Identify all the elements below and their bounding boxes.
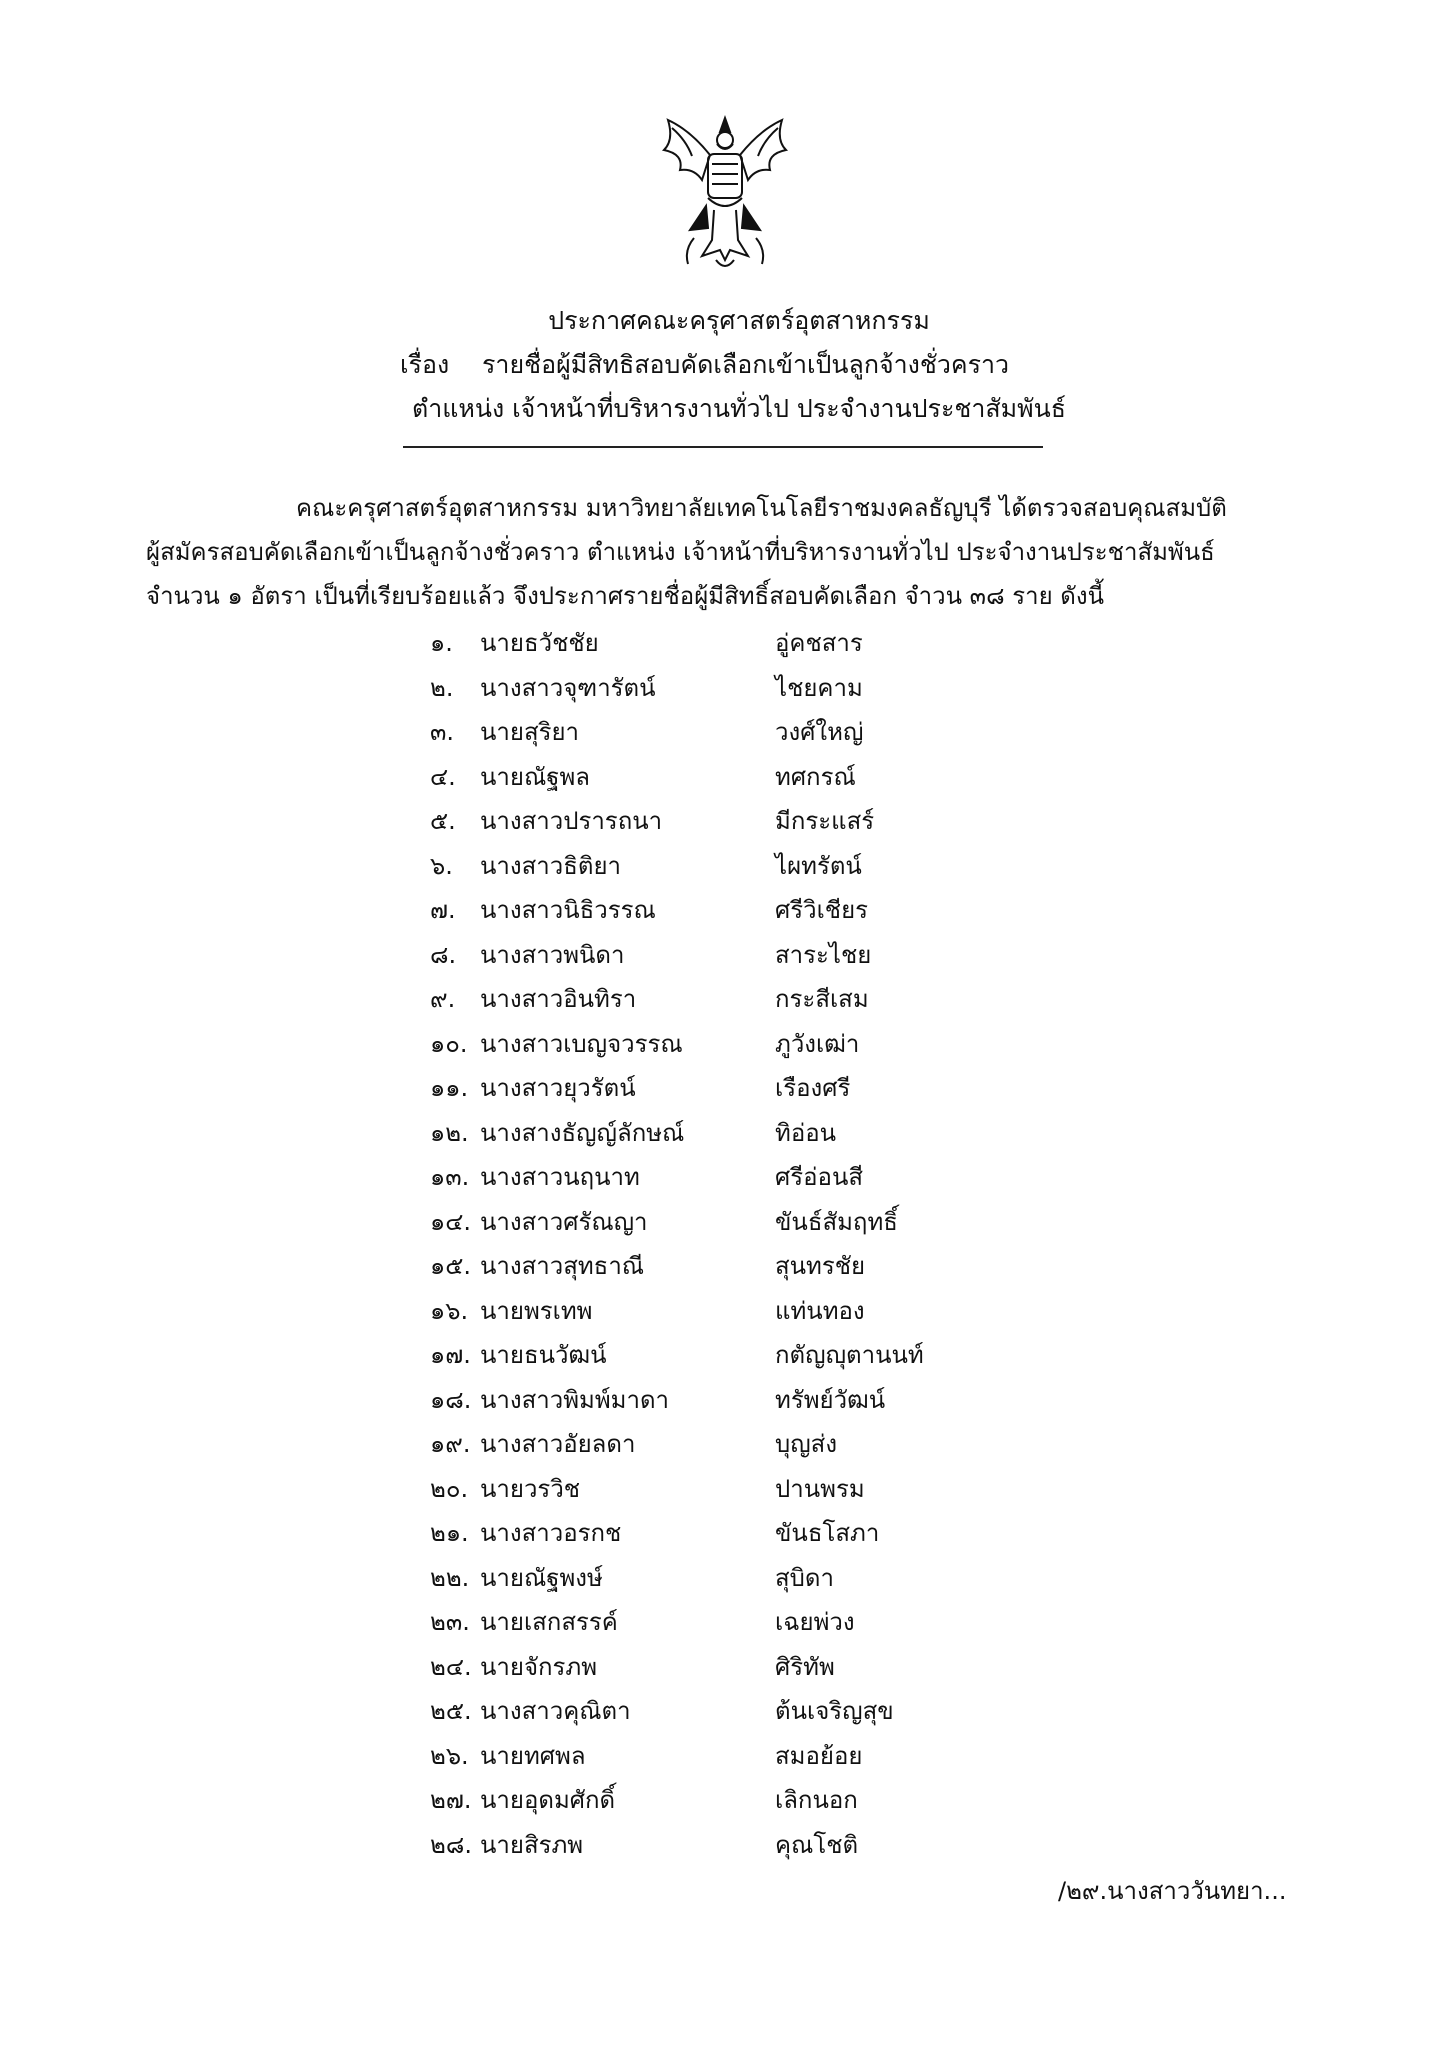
list-item <box>0 628 1448 673</box>
candidate-last-name: ศรีอ่อนสี <box>775 1163 864 1191</box>
candidate-first-name: นางสางธัญญ์ลักษณ์ <box>480 1118 685 1147</box>
list-item <box>0 1652 1448 1697</box>
list-item <box>0 1385 1448 1430</box>
candidate-number: ๒๐. <box>430 1474 469 1503</box>
candidate-number: ๒๑. <box>430 1519 469 1547</box>
candidate-last-name: ขันธ์สัมฤทธิ์ <box>775 1207 898 1236</box>
candidate-first-name: นางสาวนฤนาท <box>480 1163 640 1191</box>
candidate-first-name: นายธนวัฒน์ <box>480 1341 607 1369</box>
candidate-first-name: นางสาวยุวรัตน์ <box>480 1074 636 1102</box>
candidate-last-name: บุญส่ง <box>775 1430 838 1458</box>
list-item <box>0 851 1448 896</box>
list-item <box>0 673 1448 718</box>
list-item <box>0 984 1448 1029</box>
candidate-first-name: นางสาวเบญจวรรณ <box>480 1029 683 1058</box>
list-item <box>0 806 1448 851</box>
subject-text: รายชื่อผู้มีสิทธิสอบคัดเลือกเข้าเป็นลูกจ้างชั่วคราว <box>482 350 1010 379</box>
list-item <box>0 1251 1448 1296</box>
candidate-first-name: นายณัฐพงษ์ <box>480 1563 603 1592</box>
candidate-last-name: ปานพรม <box>775 1474 865 1503</box>
candidate-first-name: นางสาวพนิดา <box>480 940 625 969</box>
header-divider <box>403 446 1043 448</box>
list-item <box>0 762 1448 807</box>
candidate-number: ๒๔. <box>430 1652 472 1681</box>
candidate-first-name: นายณัฐพล <box>480 762 590 791</box>
candidate-first-name: นายจักรภพ <box>480 1652 598 1681</box>
announcement-title: ประกาศคณะครุศาสตร์อุตสาหกรรม <box>548 306 930 335</box>
candidate-first-name: นางสาวอัยลดา <box>480 1430 636 1458</box>
candidate-number: ๑๖. <box>430 1296 469 1325</box>
list-item <box>0 1162 1448 1207</box>
candidate-last-name: ทรัพย์วัฒน์ <box>775 1385 886 1414</box>
list-item <box>0 895 1448 940</box>
list-item <box>0 1785 1448 1830</box>
list-item <box>0 1741 1448 1786</box>
candidate-number: ๒๘. <box>430 1830 472 1859</box>
candidate-first-name: นายธวัชชัย <box>480 629 599 657</box>
list-item <box>0 1118 1448 1163</box>
candidate-first-name: นายวรวิช <box>480 1474 581 1503</box>
list-item <box>0 1340 1448 1385</box>
body-paragraph-line-1: คณะครุศาสตร์อุตสาหกรรม มหาวิทยาลัยเทคโนโลยีราชมงคลธัญบุรี ได้ตรวจสอบคุณสมบัติ <box>296 494 1227 522</box>
candidate-last-name: ทศกรณ์ <box>775 762 856 791</box>
candidate-last-name: สาระไชย <box>775 940 872 969</box>
candidate-last-name: ทิอ่อน <box>775 1118 837 1147</box>
candidate-last-name: สุนทรชัย <box>775 1252 866 1280</box>
candidate-number: ๑๕. <box>430 1252 472 1280</box>
list-item <box>0 1296 1448 1341</box>
candidate-last-name: ภูวังเฒ่า <box>775 1029 860 1058</box>
candidate-first-name: นางสาวคุณิตา <box>480 1697 631 1725</box>
list-item <box>0 1563 1448 1608</box>
candidate-number: ๑๑. <box>430 1074 469 1102</box>
candidate-last-name: เฉยพ่วง <box>775 1608 855 1636</box>
candidate-number: ๒๗. <box>430 1786 472 1814</box>
candidate-first-name: นางสาวจุฑารัตน์ <box>480 673 656 702</box>
candidate-last-name: ศิริทัพ <box>775 1652 835 1681</box>
candidate-number: ๗. <box>430 896 456 924</box>
list-item <box>0 717 1448 762</box>
candidate-list <box>0 628 1448 1874</box>
subject-label: เรื่อง <box>400 350 450 379</box>
candidate-last-name: กระสีเสม <box>775 985 869 1013</box>
candidate-first-name: นางสาวนิธิวรรณ <box>480 896 656 924</box>
candidate-number: ๑. <box>430 629 453 657</box>
candidate-first-name: นายสิรภพ <box>480 1830 584 1859</box>
candidate-number: ๒๒. <box>430 1563 470 1592</box>
candidate-first-name: นายอุดมศักดิ์ <box>480 1786 616 1814</box>
candidate-last-name: วงศ์ใหญ่ <box>775 718 864 746</box>
candidate-number: ๙. <box>430 985 456 1013</box>
candidate-first-name: นางสาวพิมพ์มาดา <box>480 1385 670 1414</box>
list-item <box>0 940 1448 985</box>
continuation-note: /๒๙.นางสาววันทยา... <box>1058 1877 1287 1905</box>
candidate-last-name: สุบิดา <box>775 1563 834 1592</box>
list-item <box>0 1518 1448 1563</box>
candidate-last-name: ไชยคาม <box>775 673 863 702</box>
candidate-last-name: สมอย้อย <box>775 1741 863 1770</box>
candidate-last-name: แท่นทอง <box>775 1296 865 1325</box>
candidate-number: ๑๔. <box>430 1207 472 1236</box>
candidate-last-name: เลิกนอก <box>775 1786 858 1814</box>
candidate-last-name: มีกระแสร์ <box>775 807 875 835</box>
candidate-number: ๘. <box>430 940 457 969</box>
candidate-first-name: นายทศพล <box>480 1741 586 1770</box>
candidate-last-name: กตัญญุตานนท์ <box>775 1341 924 1369</box>
candidate-number: ๑๙. <box>430 1430 471 1458</box>
list-item <box>0 1696 1448 1741</box>
candidate-last-name: อู่คชสาร <box>775 629 863 657</box>
candidate-last-name: คุณโชติ <box>775 1830 859 1859</box>
candidate-last-name: ต้นเจริญสุข <box>775 1697 894 1725</box>
candidate-number: ๑๐. <box>430 1029 468 1058</box>
candidate-first-name: นางสาวอินทิรา <box>480 985 637 1013</box>
candidate-first-name: นางสาวสุทธาณี <box>480 1252 645 1280</box>
candidate-first-name: นายเสกสรรค์ <box>480 1608 618 1636</box>
candidate-first-name: นางสาวอรกช <box>480 1519 622 1547</box>
candidate-number: ๖. <box>430 851 453 880</box>
candidate-number: ๒๕. <box>430 1697 472 1725</box>
candidate-number: ๑๒. <box>430 1118 469 1147</box>
body-paragraph-line-3: จำนวน ๑ อัตรา เป็นที่เรียบร้อยแล้ว จึงประกาศรายชื่อผู้มีสิทธิ์สอบคัดเลือก จำวน ๓๘ ราย ดังนี้ <box>146 582 1104 610</box>
candidate-number: ๔. <box>430 762 456 791</box>
candidate-last-name: ขันธโสภา <box>775 1519 880 1547</box>
position-line: ตำแหน่ง เจ้าหน้าที่บริหารงานทั่วไป ประจำงานประชาสัมพันธ์ <box>412 394 1066 423</box>
candidate-number: ๕. <box>430 807 456 835</box>
candidate-last-name: ไผทรัตน์ <box>775 851 862 880</box>
list-item <box>0 1429 1448 1474</box>
candidate-first-name: นางสาวศรัณญา <box>480 1207 648 1236</box>
body-paragraph-line-2: ผู้สมัครสอบคัดเลือกเข้าเป็นลูกจ้างชั่วคราว ตำแหน่ง เจ้าหน้าที่บริหารงานทั่วไป ประจำงานประชาสัมพันธ์ <box>146 538 1215 566</box>
candidate-first-name: นางสาวธิติยา <box>480 851 621 880</box>
candidate-number: ๑๓. <box>430 1163 470 1191</box>
list-item <box>0 1207 1448 1252</box>
candidate-number: ๒๖. <box>430 1741 469 1770</box>
garuda-emblem-icon <box>650 110 800 280</box>
list-item <box>0 1474 1448 1519</box>
candidate-number: ๑๗. <box>430 1341 471 1369</box>
list-item <box>0 1607 1448 1652</box>
list-item <box>0 1073 1448 1118</box>
candidate-number: ๓. <box>430 718 455 746</box>
candidate-number: ๒. <box>430 673 454 702</box>
candidate-last-name: ศรีวิเชียร <box>775 896 869 924</box>
candidate-first-name: นางสาวปรารถนา <box>480 807 663 835</box>
candidate-first-name: นายพรเทพ <box>480 1296 593 1325</box>
candidate-number: ๒๓. <box>430 1608 470 1636</box>
list-item <box>0 1830 1448 1875</box>
list-item <box>0 1029 1448 1074</box>
candidate-number: ๑๘. <box>430 1385 472 1414</box>
candidate-last-name: เรืองศรี <box>775 1074 851 1102</box>
candidate-first-name: นายสุริยา <box>480 718 580 746</box>
